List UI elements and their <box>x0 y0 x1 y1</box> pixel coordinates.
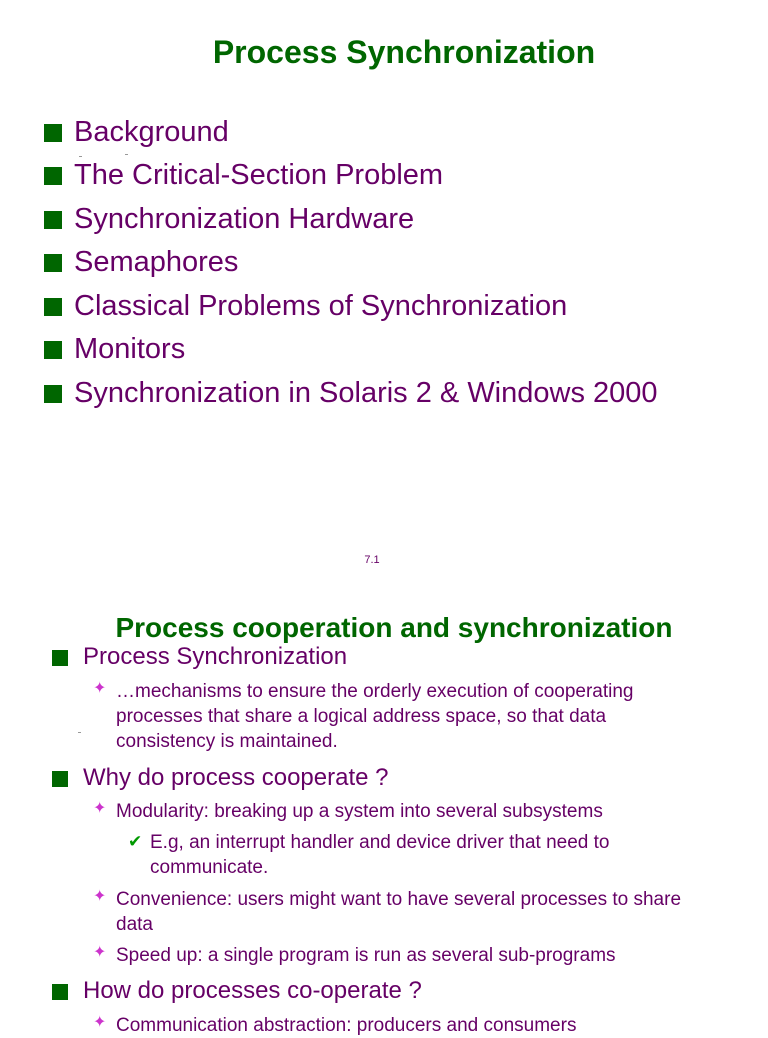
square-bullet-icon <box>44 298 62 316</box>
topic-item <box>74 290 567 323</box>
square-bullet-icon <box>44 385 62 403</box>
topic-item <box>74 377 658 410</box>
check-bullet-icon: ✔ <box>128 832 143 851</box>
star-bullet-icon: ✦ <box>93 1014 107 1031</box>
point-label: …mechanisms to ensure the orderly execution of cooperating processes that share a logical address space, so that data consistency is maintained. <box>116 681 634 752</box>
topic-label: The Critical-Section Problem <box>74 159 444 191</box>
section-heading-label: How do processes co-operate ? <box>83 977 422 1004</box>
point-item <box>93 679 706 754</box>
section-heading <box>83 977 422 1005</box>
section-heading <box>83 643 347 671</box>
square-bullet-icon <box>44 254 62 272</box>
topic-item <box>74 246 238 279</box>
point-label: Modularity: breaking up a system into several subsystems <box>116 801 603 822</box>
slide-2-title: Process cooperation and synchronization <box>115 612 673 643</box>
star-bullet-icon: ✦ <box>93 680 107 697</box>
section-heading <box>83 764 389 792</box>
square-bullet-icon <box>52 984 68 1000</box>
point-item <box>93 887 706 937</box>
subpoint-item <box>128 830 710 880</box>
topic-item <box>74 203 414 236</box>
square-bullet-icon <box>44 211 62 229</box>
star-bullet-icon: ✦ <box>93 888 107 905</box>
subpoint-label: E.g, an interrupt handler and device driver that need to communicate. <box>150 832 610 878</box>
point-label: Communication abstraction: producers and consumers <box>116 1015 577 1036</box>
star-bullet-icon: ✦ <box>93 944 107 961</box>
section-heading-label: Process Synchronization <box>83 643 348 670</box>
topic-label: Classical Problems of Synchronization <box>74 290 568 322</box>
square-bullet-icon <box>44 167 62 185</box>
point-label: Speed up: a single program is run as several sub-programs <box>116 945 616 966</box>
topic-label: Synchronization Hardware <box>74 203 415 235</box>
square-bullet-icon <box>44 124 62 142</box>
topic-item <box>74 116 229 149</box>
square-bullet-icon <box>44 341 62 359</box>
section-heading-label: Why do process cooperate ? <box>83 764 389 791</box>
topic-label: Semaphores <box>74 246 239 278</box>
point-item <box>93 943 716 968</box>
page-number: 7.1 <box>364 554 380 566</box>
topic-item <box>74 159 443 192</box>
slide-2 <box>0 590 768 1036</box>
topic-label: Monitors <box>74 333 186 365</box>
square-bullet-icon <box>52 771 68 787</box>
topic-label: Synchronization in Solaris 2 & Windows 2000 <box>74 377 658 409</box>
point-item <box>93 799 716 824</box>
point-item <box>93 1013 716 1038</box>
slide-1-title: Process Synchronization <box>212 34 596 70</box>
square-bullet-icon <box>52 650 68 666</box>
topic-label: Background <box>74 116 229 148</box>
point-label: Convenience: users might want to have several processes to share data <box>116 889 682 935</box>
star-bullet-icon: ✦ <box>93 800 107 817</box>
topic-item <box>74 333 185 366</box>
